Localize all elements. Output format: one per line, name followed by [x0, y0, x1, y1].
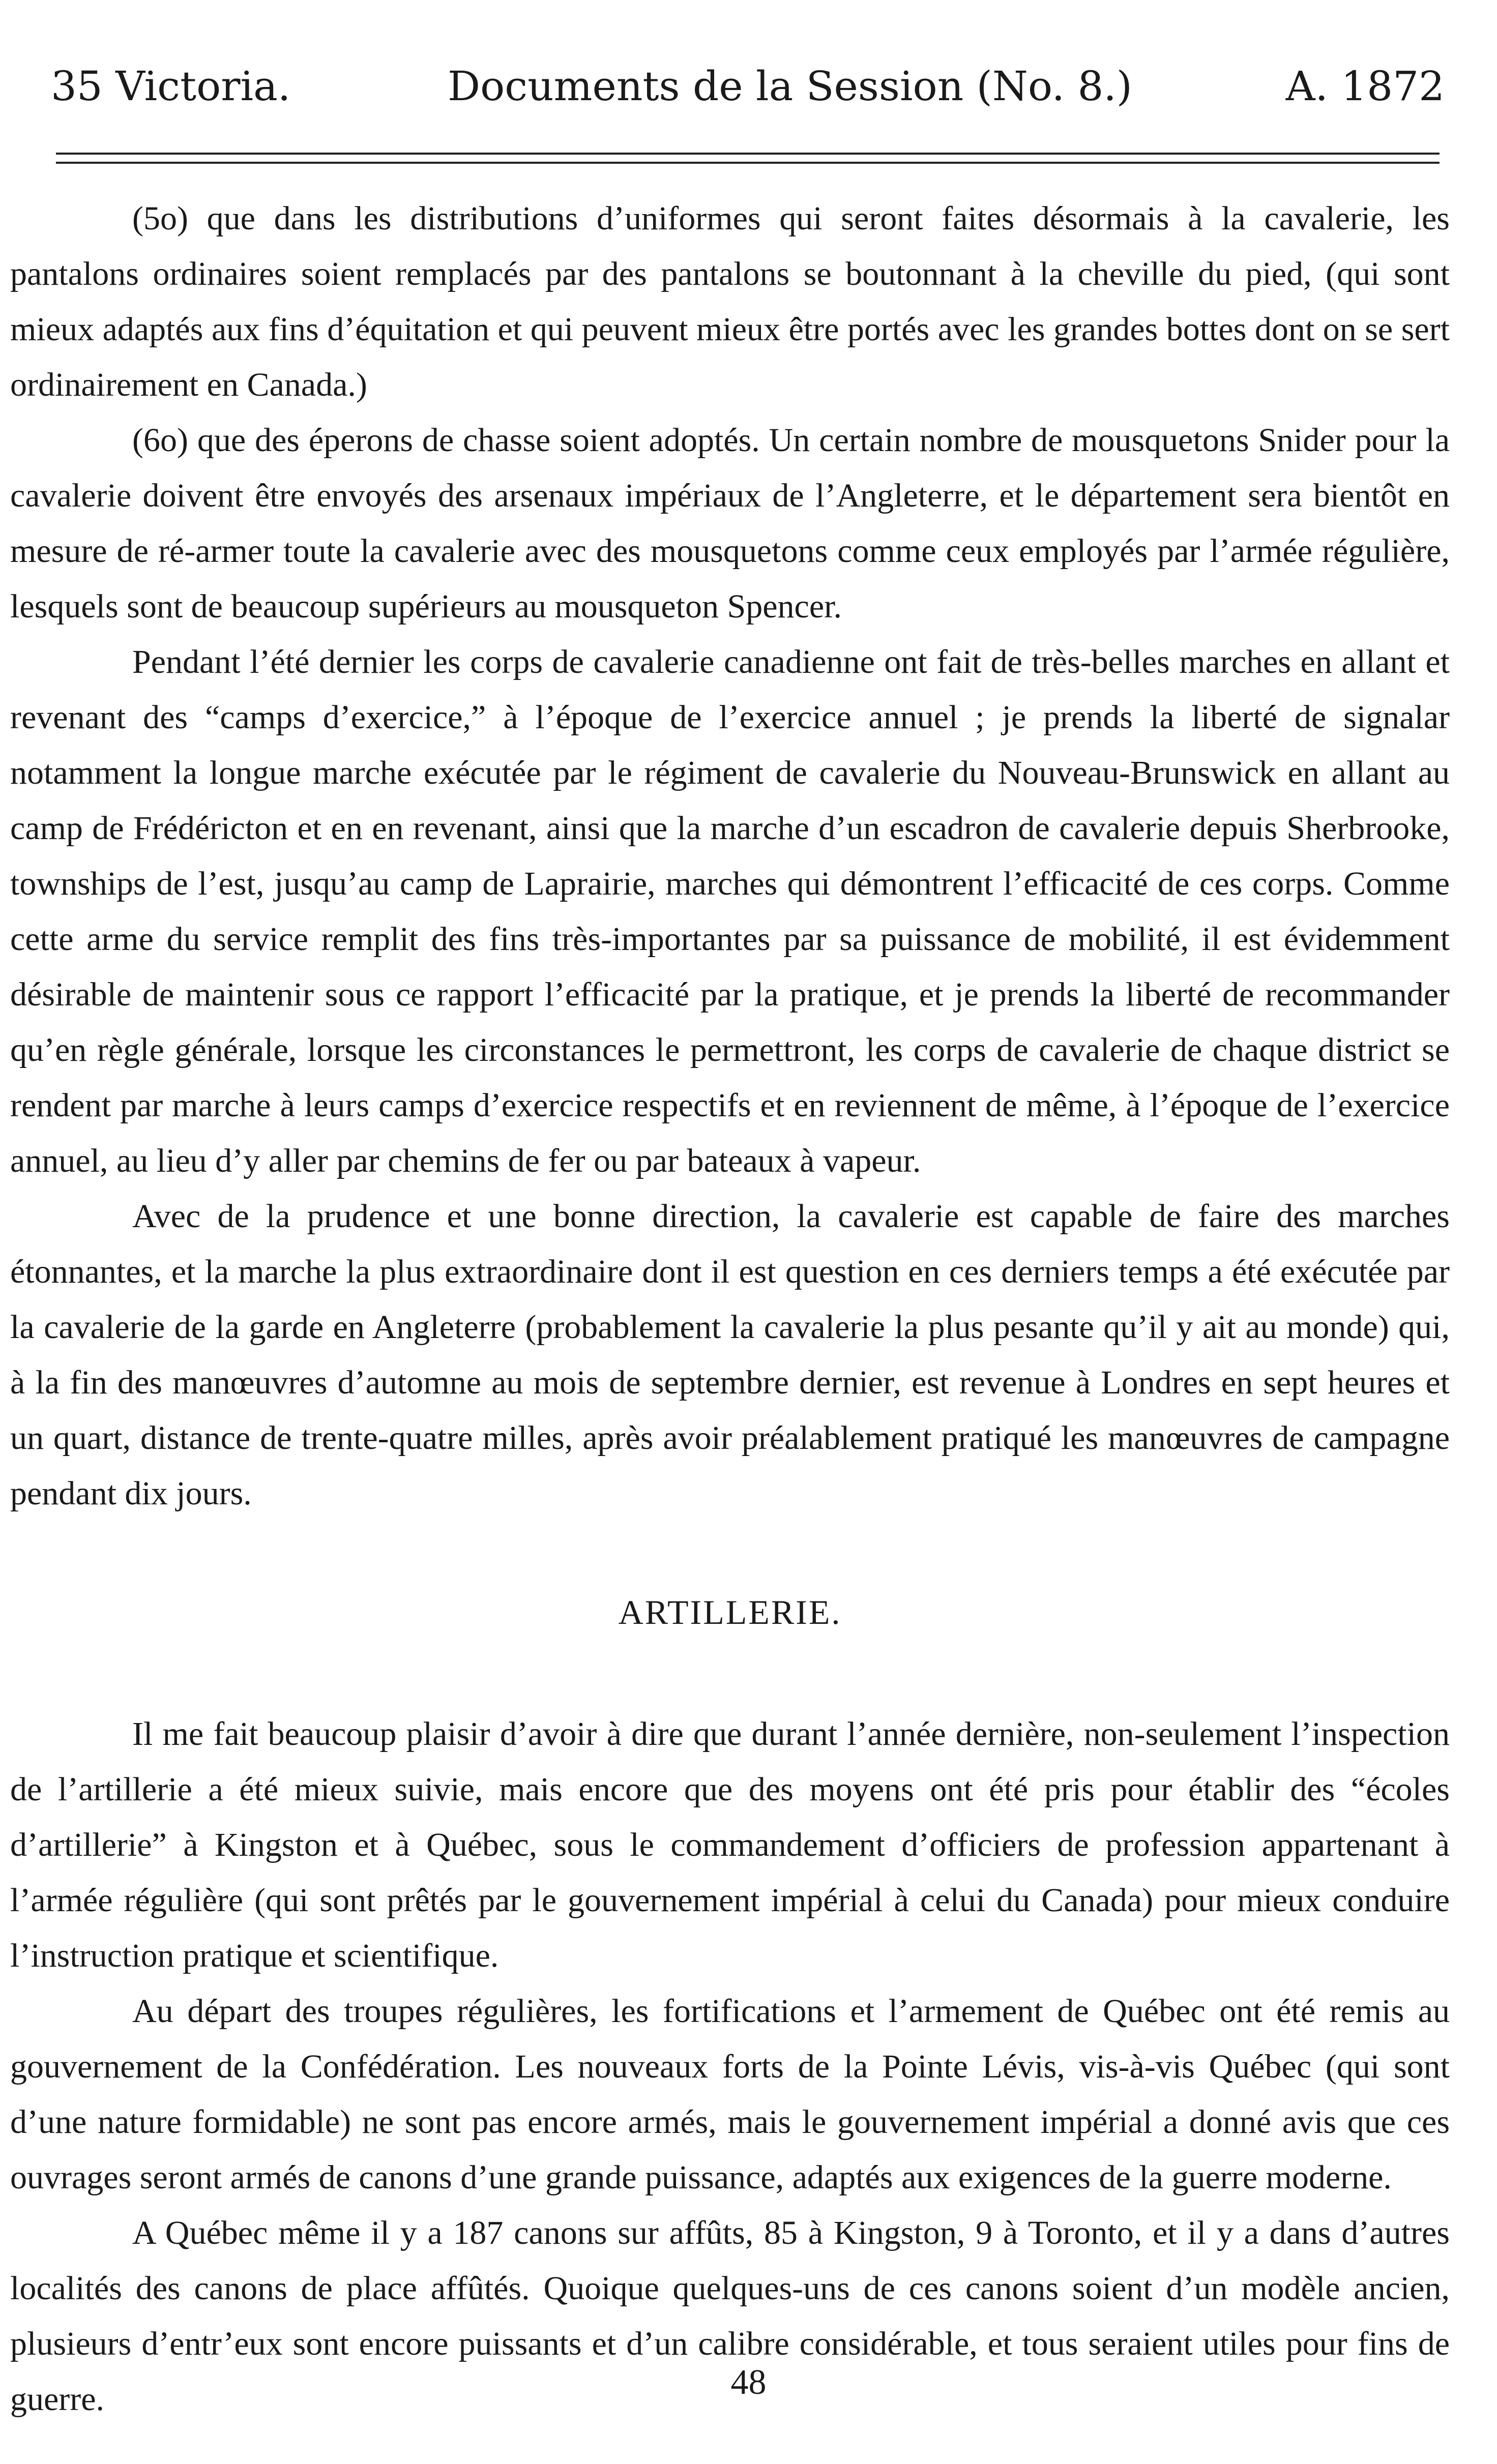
header-year: A. 1872	[1285, 63, 1445, 110]
paragraph-guard-cavalry: Avec de la prudence et une bonne direction, la cavalerie est capable de faire des marches étonnantes, et la marche la plus extraordinaire dont il est question en ces derniers temps a été exécutée par la cavalerie de la garde en Angleterre (probablement la cavalerie la plus pesante qu’il y ait au monde) qui, à la fin des manœuvres d’automne au mois de septembre dernier, est revenue à Londres en sept heures et un quart, distance de trente-quatre milles, après avoir préalablement pratiqué les manœuvres de campagne pendant dix jours.	[10, 1198, 1450, 1512]
header-document-title: Documents de la Session (No. 8.)	[448, 63, 1133, 110]
running-header	[51, 58, 1445, 114]
paragraph-artillery-schools: Il me fait beaucoup plaisir d’avoir à dire que durant l’année dernière, non-seulement l’inspection de l’artillerie a été mieux suivie, mais encore que des moyens ont été pris pour établir des “écoles d’artillerie” à Kingston et à Québec, sous le commandement d’officiers de profession appartenant à l’armée régulière (qui sont prêtés par le gouvernement impérial à celui du Canada) pour mieux conduire l’instruction pratique et scientifique.	[10, 1715, 1450, 1974]
header-rule-bottom	[56, 162, 1440, 164]
paragraph-cavalry-marches: Pendant l’été dernier les corps de cavalerie canadienne ont fait de très-belles marches en allant et revenant des “camps d’exercice,” à l’époque de l’exercice annuel ; je prends la liberté de signalar notamment la longue marche exécutée par le régiment de cavalerie du Nouveau-Brunswick en allant au camp de Frédéricton et en en revenant, ainsi que la marche d’un escadron de cavalerie depuis Sherbrooke, townships de l’est, jusqu’au camp de Laprairie, marches qui démontrent l’efficacité de ces corps. Comme cette arme du service remplit des fins très-importantes par sa puissance de mobilité, il est évidemment désirable de maintenir sous ce rapport l’efficacité par la pratique, et je prends la liberté de recommander qu’en règle générale, lorsque les circonstances le permettront, les corps de cavalerie de chaque district se rendent par marche à leurs camps d’exercice respectifs et en reviennent de même, à l’époque de l’exercice annuel, au lieu d’y aller par chemins de fer ou par bateaux à vapeur.	[10, 643, 1450, 1179]
paragraph-cannons-count: A Québec même il y a 187 canons sur affûts, 85 à Kingston, 9 à Toronto, et il y a dans d’autres localités des canons de place affûtés. Quoique quelques-uns de ces canons soient d’un modèle ancien, plusieurs d’entr’eux sont encore puissants et d’un calibre considérable, et tous seraient utiles pour fins de guerre.	[10, 2214, 1450, 2418]
page-number: 48	[730, 2363, 767, 2402]
paragraph-quebec-fortifications: Au départ des troupes régulières, les fortifications et l’armement de Québec ont été remis au gouvernement de la Confédération. Les nouveaux forts de la Pointe Lévis, vis-à-vis Québec (qui sont d’une nature formidable) ne sont pas encore armés, mais le gouvernement impérial a donné avis que ces ouvrages seront armés de canons d’une grande puissance, adaptés aux exigences de la guerre moderne.	[10, 1993, 1450, 2196]
header-rule-top	[56, 153, 1440, 155]
paragraph-spurs-carbines: (6o) que des éperons de chasse soient adoptés. Un certain nombre de mousquetons Snider pour la cavalerie doivent être envoyés des arsenaux impériaux de l’Angleterre, et le département sera bientôt en mesure de ré-armer toute la cavalerie avec des mousquetons comme ceux employés par l’armée régulière, lesquels sont de beaucoup supérieurs au mousqueton Spencer.	[10, 422, 1450, 625]
paragraph-uniform-trousers: (5o) que dans les distributions d’uniformes qui seront faites désormais à la cavalerie, les pantalons ordinaires soient remplacés par des pantalons se boutonnant à la cheville du pied, (qui sont mieux adaptés aux fins d’équitation et qui peuvent mieux être portés avec les grandes bottes dont on se sert ordinairement en Canada.)	[10, 200, 1450, 403]
body-text	[10, 191, 1450, 2427]
section-title-artillerie: ARTILLERIE.	[618, 1593, 842, 1631]
header-session: 35 Victoria.	[51, 63, 291, 110]
